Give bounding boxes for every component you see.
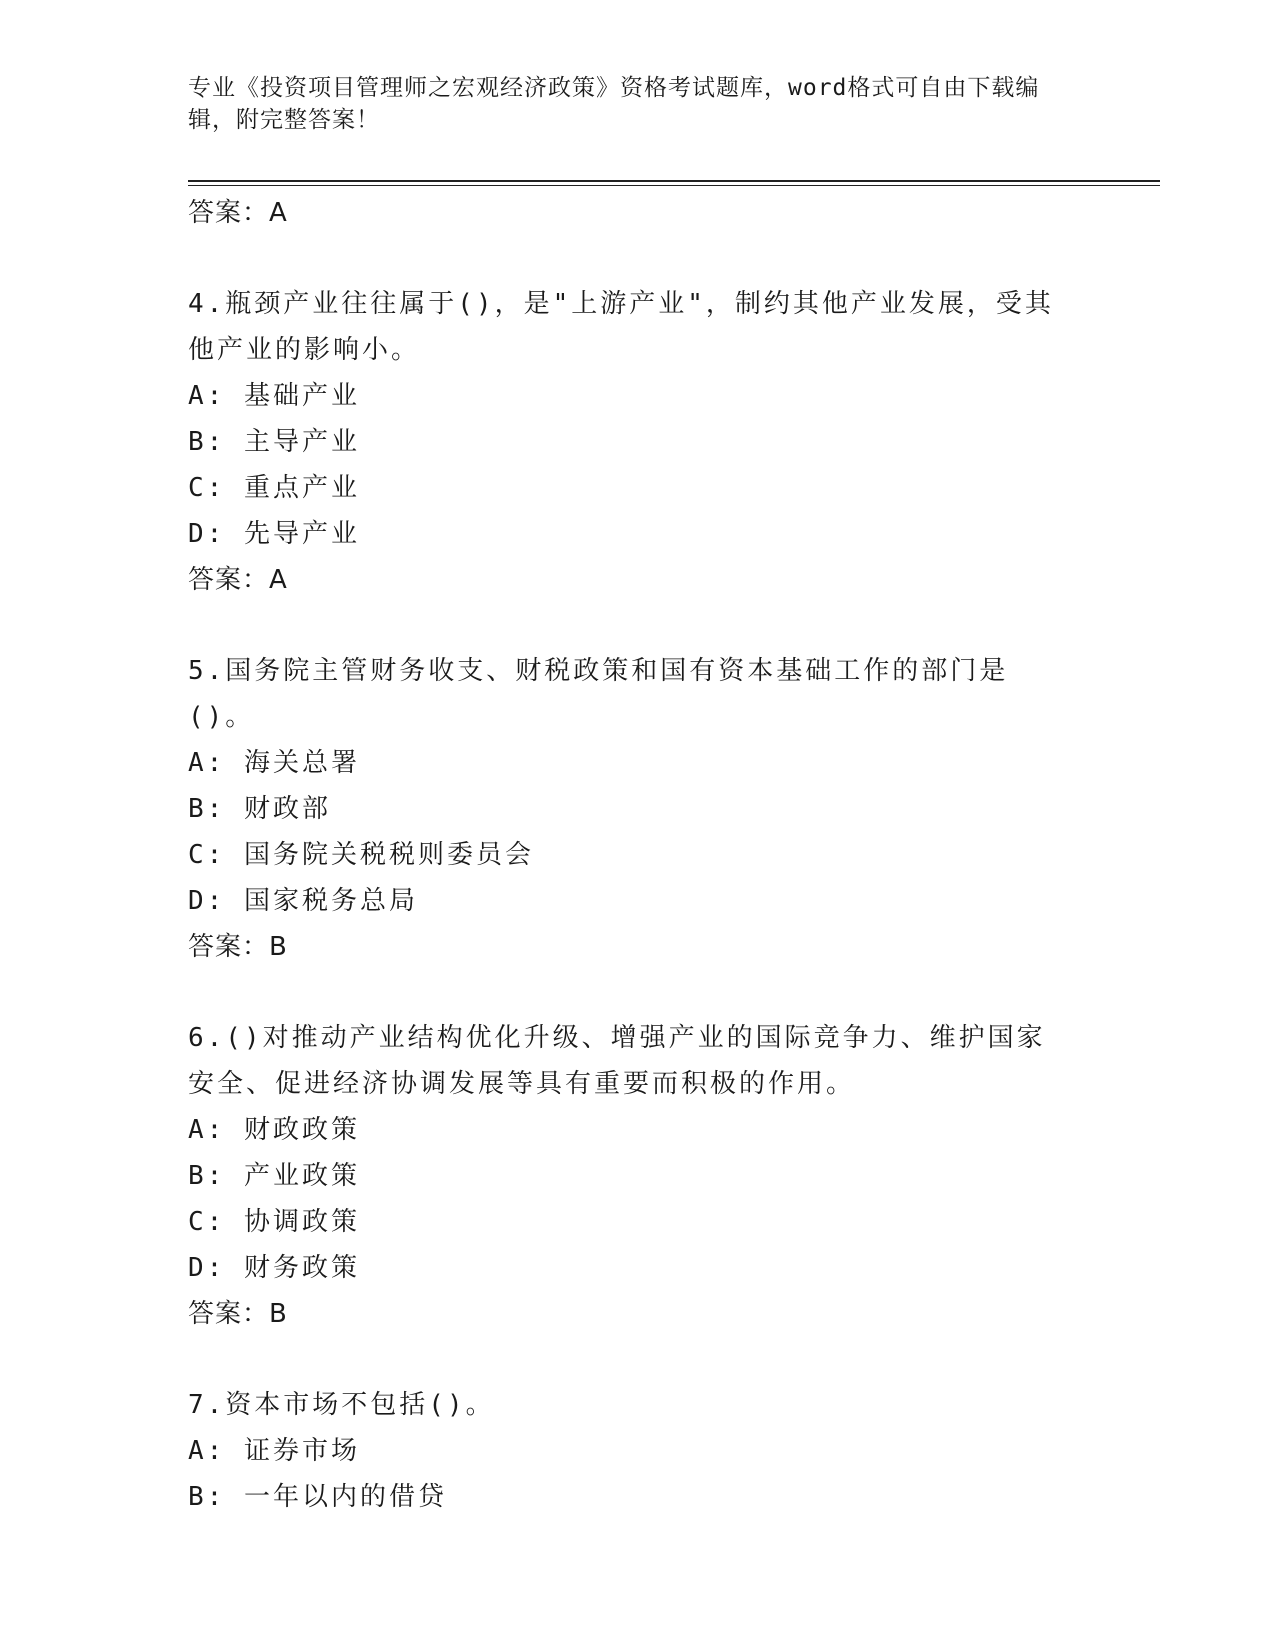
option-c: C: 国务院关税税则委员会: [188, 840, 534, 870]
option-a: A: 财政政策: [188, 1115, 360, 1145]
option-a: A: 基础产业: [188, 381, 360, 411]
answer-line: 答案：B: [188, 932, 288, 962]
spacer: [188, 236, 1068, 281]
option-c: C: 协调政策: [188, 1207, 360, 1237]
option-a: A: 证券市场: [188, 1436, 360, 1466]
answer-line: 答案：B: [188, 1299, 288, 1329]
option-a: A: 海关总署: [188, 748, 360, 778]
option-d: D: 先导产业: [188, 519, 360, 549]
answer-line: 答案：A: [188, 198, 288, 228]
spacer: [188, 970, 1068, 1015]
header-divider-thin: [188, 185, 1160, 186]
question-block: [188, 648, 1068, 970]
question-stem: 7.资本市场不包括()。: [188, 1390, 495, 1420]
question-block: [188, 1382, 1068, 1520]
question-stem: 4.瓶颈产业往往属于()，是"上游产业"，制约其他产业发展，受其他产业的影响小。: [188, 289, 1054, 365]
option-b: B: 产业政策: [188, 1161, 360, 1191]
question-stem: 6.()对推动产业结构优化升级、增强产业的国际竞争力、维护国家安全、促进经济协调发展等具有重要而积极的作用。: [188, 1023, 1046, 1099]
question-stem: 5.国务院主管财务收支、财税政策和国有资本基础工作的部门是()。: [188, 656, 1009, 732]
question-block: [188, 281, 1068, 603]
document-body: [188, 190, 1068, 1520]
option-d: D: 国家税务总局: [188, 886, 418, 916]
option-c: C: 重点产业: [188, 473, 360, 503]
option-b: B: 财政部: [188, 794, 331, 824]
spacer: [188, 603, 1068, 648]
spacer: [188, 1337, 1068, 1382]
option-b: B: 一年以内的借贷: [188, 1482, 447, 1512]
document-header: [188, 72, 1068, 136]
option-b: B: 主导产业: [188, 427, 360, 457]
question-block: [188, 1015, 1068, 1337]
header-divider-thick: [188, 180, 1160, 182]
option-d: D: 财务政策: [188, 1253, 360, 1283]
answer-line: 答案：A: [188, 565, 288, 595]
header-text: 专业《投资项目管理师之宏观经济政策》资格考试题库，word格式可自由下载编辑，附完整答案！: [188, 75, 1040, 133]
